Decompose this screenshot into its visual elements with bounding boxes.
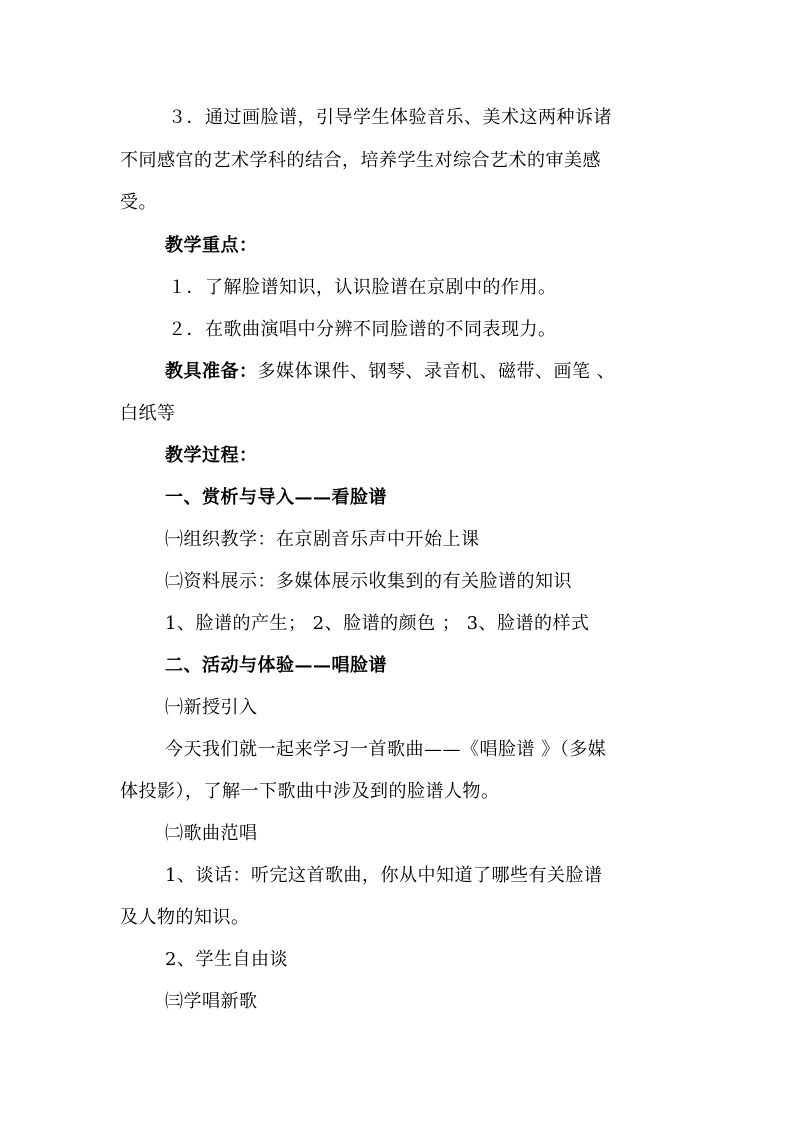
section-2-para-1-line-1: 今天我们就一起来学习一首歌曲——《唱脸谱 》（多媒 [165, 739, 607, 760]
process-heading: 教学过程： [165, 445, 258, 466]
section-1-heading: 一、赏析与导入——看脸谱 [165, 487, 387, 508]
tools-line-1 [165, 360, 615, 384]
goal-3-line-2: 不同感官的艺术学科的结合，培养学生对综合艺术的审美感 [120, 150, 601, 171]
section-2-para-1-line-2: 体投影），了解一下歌曲中涉及到的脸谱人物。 [120, 781, 500, 802]
section-1-item-1: ㈠组织教学：在京剧音乐声中开始上课 [165, 529, 480, 550]
section-2-para-2-line-1: 1、谈话：听完这首歌曲，你从中知道了哪些有关脸谱 [165, 865, 603, 886]
section-2-item-2: ㈡歌曲范唱 [165, 823, 258, 844]
key-point-2: ２．在歌曲演唱中分辨不同脸谱的不同表现力。 [168, 319, 557, 340]
section-2-heading: 二、活动与体验——唱脸谱 [165, 655, 387, 676]
section-2-item-3: ㈢学唱新歌 [165, 991, 258, 1012]
section-2-para-3: 2、学生自由谈 [165, 949, 288, 970]
section-1-item-2: ㈡资料展示：多媒体展示收集到的有关脸谱的知识 [165, 571, 572, 592]
goal-3-line-3: 受。 [120, 192, 157, 213]
goal-3-line-1: ３．通过画脸谱，引导学生体验音乐、美术这两种诉诸 [168, 107, 612, 128]
tools-heading: 教具准备： [165, 361, 258, 382]
key-point-1: １．了解脸谱知识，认识脸谱在京剧中的作用。 [168, 277, 557, 298]
tools-line-2: 白纸等 [120, 403, 176, 424]
section-2-item-1: ㈠新授引入 [165, 697, 258, 718]
tools-list: 多媒体课件、钢琴、录音机、磁带、画笔 、 [257, 361, 616, 382]
key-points-heading: 教学重点： [165, 235, 258, 256]
section-2-para-2-line-2: 及人物的知识。 [120, 907, 250, 928]
section-1-item-3: 1、脸谱的产生； 2、脸谱的颜色 ； 3、脸谱的样式 [165, 613, 590, 634]
